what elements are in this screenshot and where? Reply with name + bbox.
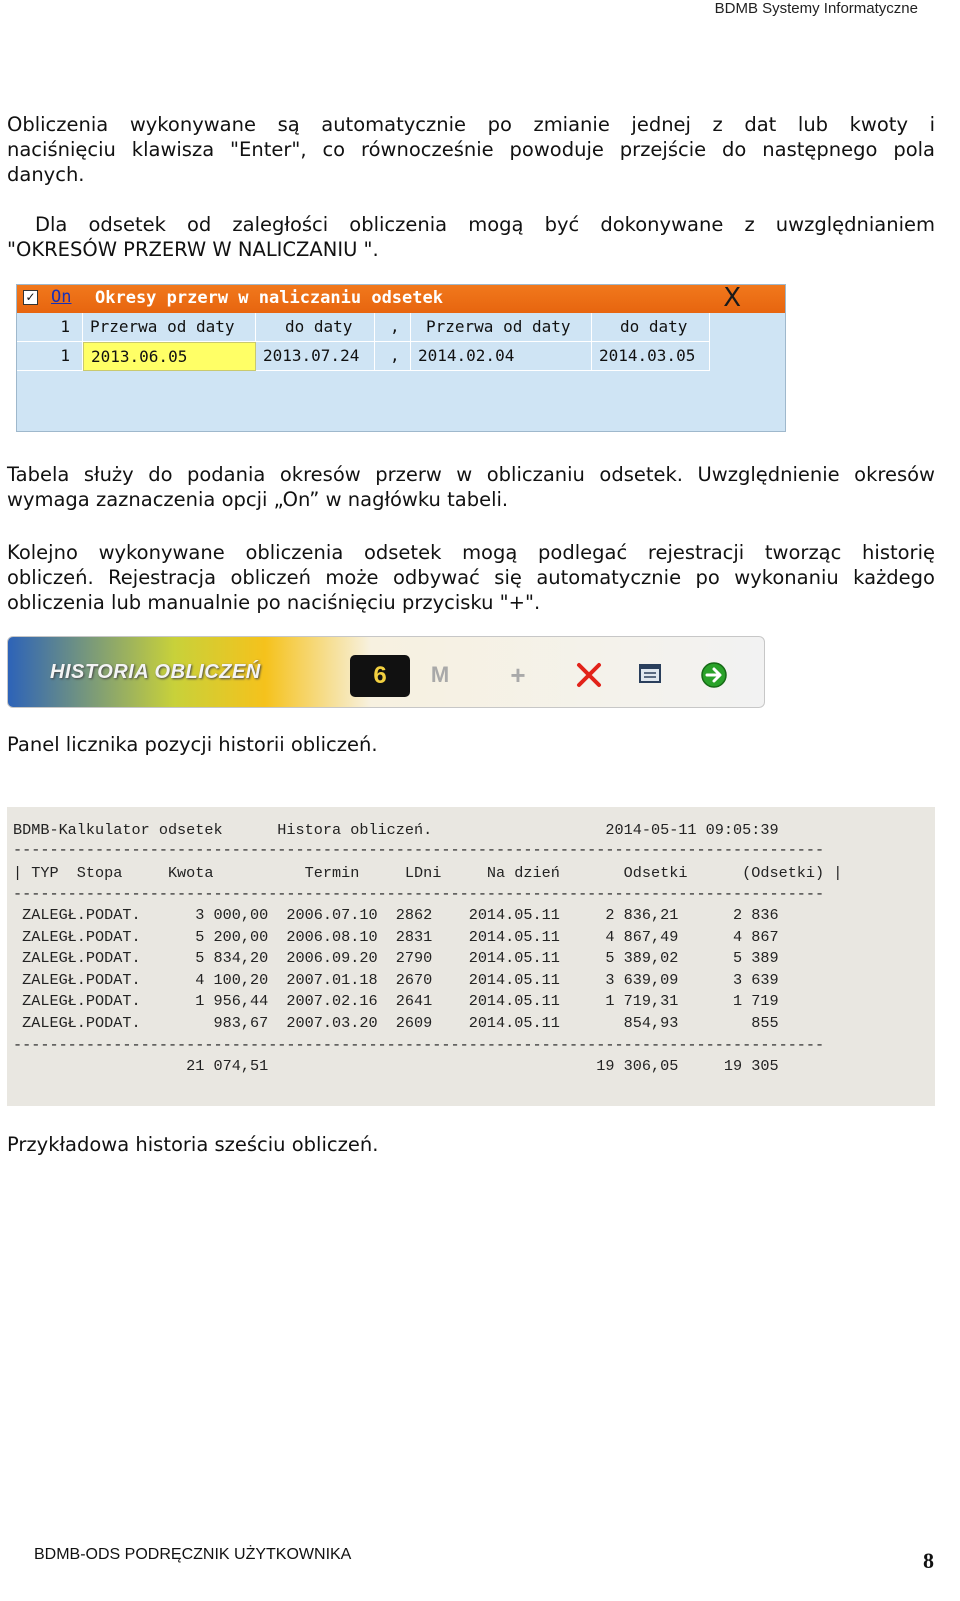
row-number: 1 — [17, 313, 83, 342]
add-history-button[interactable]: + — [510, 660, 526, 690]
date-cell[interactable]: 2014.02.04 — [411, 342, 592, 371]
separator-cell: , — [375, 342, 411, 371]
paragraph-line: "OKRESÓW PRZERW W NALICZANIU ". — [7, 238, 379, 261]
on-checkbox[interactable]: ✓ — [23, 290, 38, 305]
report-row: ZALEGŁ.PODAT. 1 956,44 2007.02.16 2641 2014.05.11 1 719,31 1 719 — [13, 992, 779, 1010]
paragraph-line: obliczenia lub manualnie po naciśnięciu przycisku "+". — [7, 591, 541, 614]
report-row: ZALEGŁ.PODAT. 5 200,00 2006.08.10 2831 2014.05.11 4 867,49 4 867 — [13, 928, 779, 946]
header-cell: Przerwa od daty — [411, 313, 592, 342]
breaks-table-title: Okresy przerw w naliczaniu odsetek — [95, 288, 443, 308]
go-arrow-icon[interactable] — [698, 661, 730, 693]
history-label: HISTORIA OBLICZEŃ — [50, 661, 261, 683]
paragraph-line: naciśnięciu klawisza "Enter", co równocześnie powoduje przejście do następnego pola — [7, 138, 935, 161]
date-cell[interactable]: 2014.03.05 — [592, 342, 710, 371]
caption-history-report: Przykładowa historia sześciu obliczeń. — [7, 1133, 379, 1156]
report-line: ----------------------------------------------------------------------------------------- — [13, 885, 825, 903]
history-panel — [7, 636, 765, 708]
paragraph-history — [7, 540, 935, 615]
header-cell: Przerwa od daty — [83, 313, 256, 342]
paragraph-line: Dla odsetek od zaległości obliczenia mogą być dokonywane z uwzględnianiem — [35, 213, 935, 236]
header-cell: do daty — [592, 313, 710, 342]
report-row: ZALEGŁ.PODAT. 5 834,20 2006.09.20 2790 2014.05.11 5 389,02 5 389 — [13, 949, 779, 967]
date-cell[interactable]: 2013.07.24 — [256, 342, 375, 371]
paragraph-breaks-intro-2 — [7, 237, 935, 262]
breaks-table-panel — [16, 284, 786, 432]
paragraph-line: wymaga zaznaczenia opcji „On” w nagłówku tabeli. — [7, 488, 509, 511]
report-line: ----------------------------------------------------------------------------------------- — [13, 1036, 825, 1054]
memory-button[interactable]: M — [430, 662, 450, 687]
date-cell-active[interactable]: 2013.06.05 — [83, 342, 256, 371]
paragraph-line: obliczeń. Rejestracja obliczeń może odbywać się automatycznie po wykonaniu każdego — [7, 566, 935, 589]
paragraph-breaks-intro — [35, 212, 935, 237]
page-number: 8 — [923, 1548, 934, 1573]
paragraph-line: Obliczenia wykonywane są automatycznie po zmianie jednej z dat lub kwoty i — [7, 113, 935, 136]
delete-icon[interactable] — [573, 661, 605, 693]
report-row: ZALEGŁ.PODAT. 3 000,00 2006.07.10 2862 2014.05.11 2 836,21 2 836 — [13, 906, 779, 924]
breaks-table-titlebar — [17, 285, 785, 313]
report-line: BDMB-Kalkulator odsetek Histora obliczeń. 2014-05-11 09:05:39 — [13, 821, 779, 839]
row-number: 1 — [17, 342, 83, 371]
report-line: | TYP Stopa Kwota Termin LDni Na dzień Odsetki (Odsetki) | — [13, 864, 843, 882]
history-counter: 6 — [350, 655, 410, 697]
caption-history-panel: Panel licznika pozycji historii obliczeń. — [7, 733, 378, 756]
footer-title: BDMB-ODS PODRĘCZNIK UŻYTKOWNIKA — [34, 1546, 352, 1563]
paragraph-line: Kolejno wykonywane obliczenia odsetek mogą podlegać rejestracji tworząc historię — [7, 541, 935, 564]
paragraph-line: danych. — [7, 163, 85, 186]
report-row: ZALEGŁ.PODAT. 4 100,20 2007.01.18 2670 2014.05.11 3 639,09 3 639 — [13, 971, 779, 989]
paragraph-table-purpose — [7, 462, 935, 512]
on-option-label[interactable]: On — [51, 287, 72, 307]
paragraph-line: Tabela służy do podania okresów przerw w obliczaniu odsetek. Uwzględnienie okresów — [7, 463, 935, 486]
grid-line — [17, 341, 710, 342]
history-report — [7, 807, 935, 1106]
view-window-icon[interactable] — [634, 661, 666, 693]
header-cell: do daty — [256, 313, 375, 342]
report-total-row: 21 074,51 19 306,05 19 305 — [13, 1057, 779, 1075]
paragraph-automatic-calc — [7, 112, 935, 187]
close-icon[interactable]: X — [723, 283, 741, 313]
report-line: ----------------------------------------------------------------------------------------- — [13, 841, 825, 859]
page-header: BDMB Systemy Informatyczne — [714, 0, 918, 17]
report-row: ZALEGŁ.PODAT. 983,67 2007.03.20 2609 2014.05.11 854,93 855 — [13, 1014, 779, 1032]
header-cell: , — [375, 313, 411, 342]
